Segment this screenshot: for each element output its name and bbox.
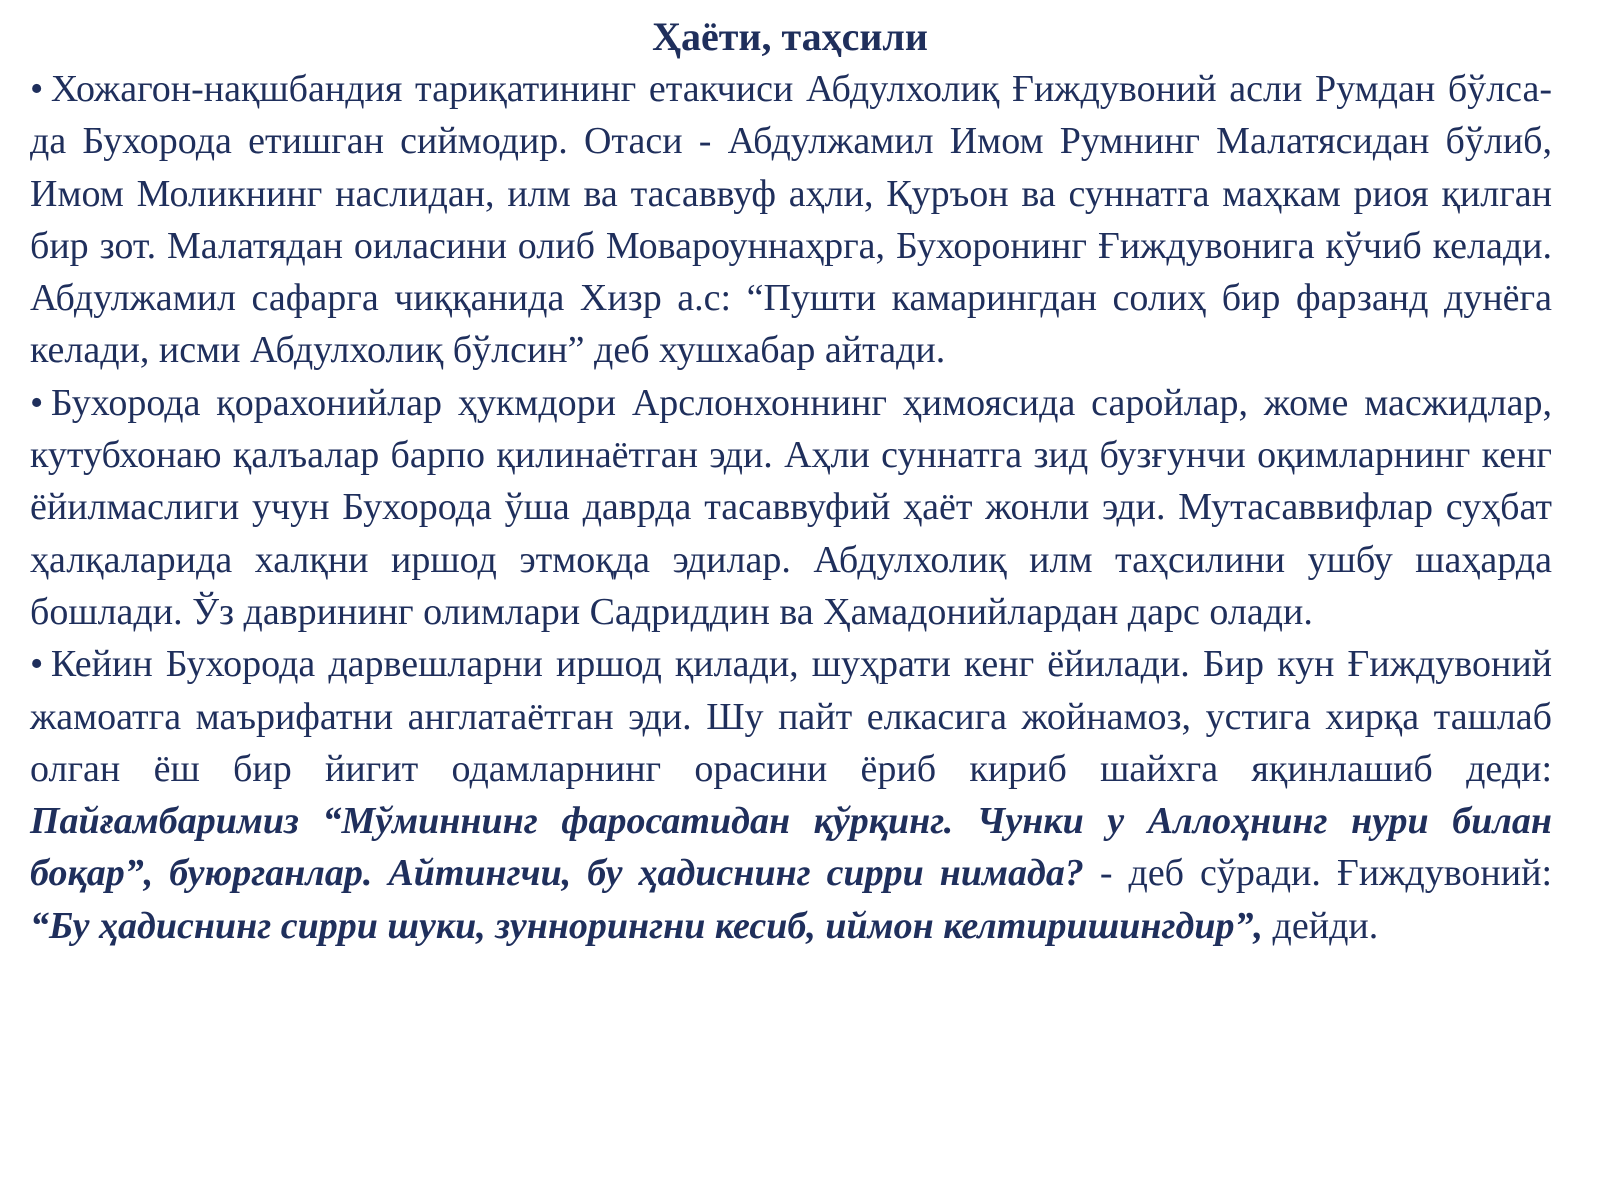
answer-quote: “Бу ҳадиснинг сирри шуки, зуннорингни кесиб, иймон келтиришингдир”,	[30, 904, 1264, 947]
hadith-quote: Пайғамбаримиз “Мўминнинг фаросатидан қўрқинг. Чунки у Аллоҳнинг нури билан боқар”, буюрганлар. Айтингчи, бу ҳадиснинг сирри нимада?	[30, 800, 1552, 895]
bullet-icon: •	[30, 381, 44, 424]
paragraph-1	[30, 63, 1552, 377]
slide-title: Ҳаёти, таҳсили	[652, 14, 928, 59]
bullet-icon: •	[30, 68, 44, 110]
paragraph-3-text-2: - деб сўради. Ғиждувоний:	[1083, 852, 1552, 895]
slide-body	[30, 63, 1552, 952]
paragraph-2	[30, 377, 1552, 638]
bullet-icon: •	[30, 643, 44, 686]
paragraph-3	[30, 638, 1552, 952]
paragraph-1-text: Хожагон-нақшбандия тариқатининг етакчиси Абдулхолиқ Ғиждувоний асли Румдан бўлса-да Бухорода етишган сиймодир. Отаси - Абдулжамил Имом Румнинг Малатясидан бўлиб, Имом Моликнинг наслидан, илм ва тасаввуф аҳли, Қуръон ва суннатга маҳкам риоя қилган бир зот. Малатядан оиласини олиб Мовароуннаҳрга, Бухоронинг Ғиждувонига кўчиб келади. Абдулжамил сафарга чиққанида Хизр а.с: “Пушти камарингдан солиҳ бир фарзанд дунёга келади, исми Абдулхолиқ бўлсин” деб хушхабар айтади.	[30, 68, 1552, 372]
paragraph-3-text-3: дейди.	[1263, 904, 1379, 947]
paragraph-2-text: Бухорода қорахонийлар ҳукмдори Арслонхоннинг ҳимоясида саройлар, жоме масжидлар, кутубхонаю қалъалар барпо қилинаётган эди. Аҳли суннатга зид бузғунчи оқимларнинг кенг ёйилмаслиги учун Бухорода ўша даврда тасаввуфий ҳаёт жонли эди. Мутасаввифлар суҳбат ҳалқаларида халқни иршод этмоқда эдилар. Абдулхолиқ илм таҳсилини ушбу шаҳарда бошлади. Ўз даврининг олимлари Садриддин ва Ҳамадонийлардан дарс олади.	[30, 381, 1552, 633]
paragraph-3-text-1: Кейин Бухорода дарвешларни иршод қилади, шуҳрати кенг ёйилади. Бир кун Ғиждувоний жамоатга маърифатни англатаётган эди. Шу пайт елкасига жойнамоз, устига хирқа ташлаб олган ёш бир йигит одамларнинг орасини ёриб кириб шайхга яқинлашиб деди:	[30, 643, 1552, 790]
